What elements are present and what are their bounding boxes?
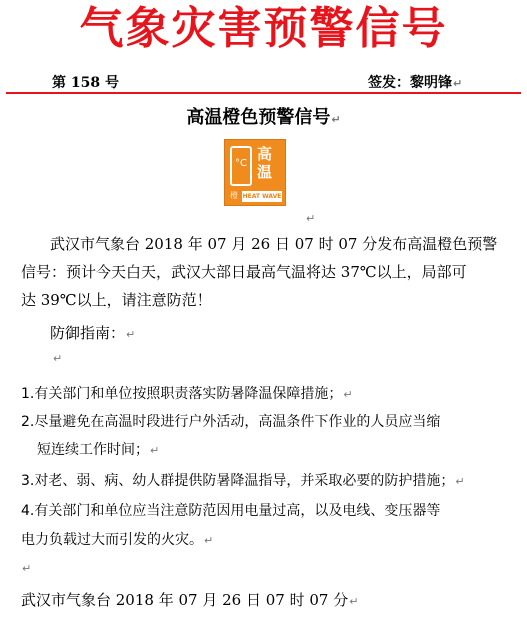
- thermometer-icon: °C: [230, 146, 252, 186]
- icon-char-1: 高: [257, 145, 273, 163]
- icon-char-2: 温: [257, 163, 273, 181]
- paragraph-line-2: 信号：预计今天白天，武汉大部日最高气温将达 37℃以上，局部可: [21, 263, 467, 281]
- guide-line-1: 1.有关部门和单位按照职责落实防暑降温保障措施；↵: [21, 386, 353, 402]
- guide-heading: 防御指南：↵: [50, 324, 136, 342]
- paragraph-line-1: 武汉市气象台 2018 年 07 月 26 日 07 时 07 分发布高温橙色预警: [50, 235, 498, 253]
- document-title: 高温橙色预警信号↵: [186, 107, 341, 128]
- guide-line-5: 4.有关部门和单位应当注意防范因用电量过高，以及电线、变压器等: [21, 503, 441, 519]
- guide-line-6: 电力负载过大而引发的火灾。↵: [21, 532, 214, 548]
- header-divider: [6, 92, 521, 94]
- guide-line-4: 3.对老、弱、病、幼人群提供防暑降温指导，并采取必要的防护措施；↵: [21, 473, 465, 489]
- icon-english-label: HEAT WAVE: [242, 193, 282, 200]
- paragraph-mark: ↵: [453, 77, 463, 90]
- high-temperature-orange-warning-icon: [224, 139, 286, 206]
- issue-number: 第 158 号: [52, 75, 119, 91]
- paragraph-line-3: 达 39℃以上，请注意防范！: [21, 291, 212, 309]
- footer-signature: 武汉市气象台 2018 年 07 月 26 日 07 时 07 分↵: [21, 591, 359, 609]
- icon-level: 橙: [230, 191, 238, 200]
- guide-line-2: 2.尽量避免在高温时段进行户外活动，高温条件下作业的人员应当缩: [21, 414, 441, 430]
- guide-line-3: 短连续工作时间；↵: [37, 442, 160, 458]
- signer: 签发：黎明锋↵: [368, 75, 463, 91]
- header-title: 气象灾害预警信号: [79, 3, 448, 54]
